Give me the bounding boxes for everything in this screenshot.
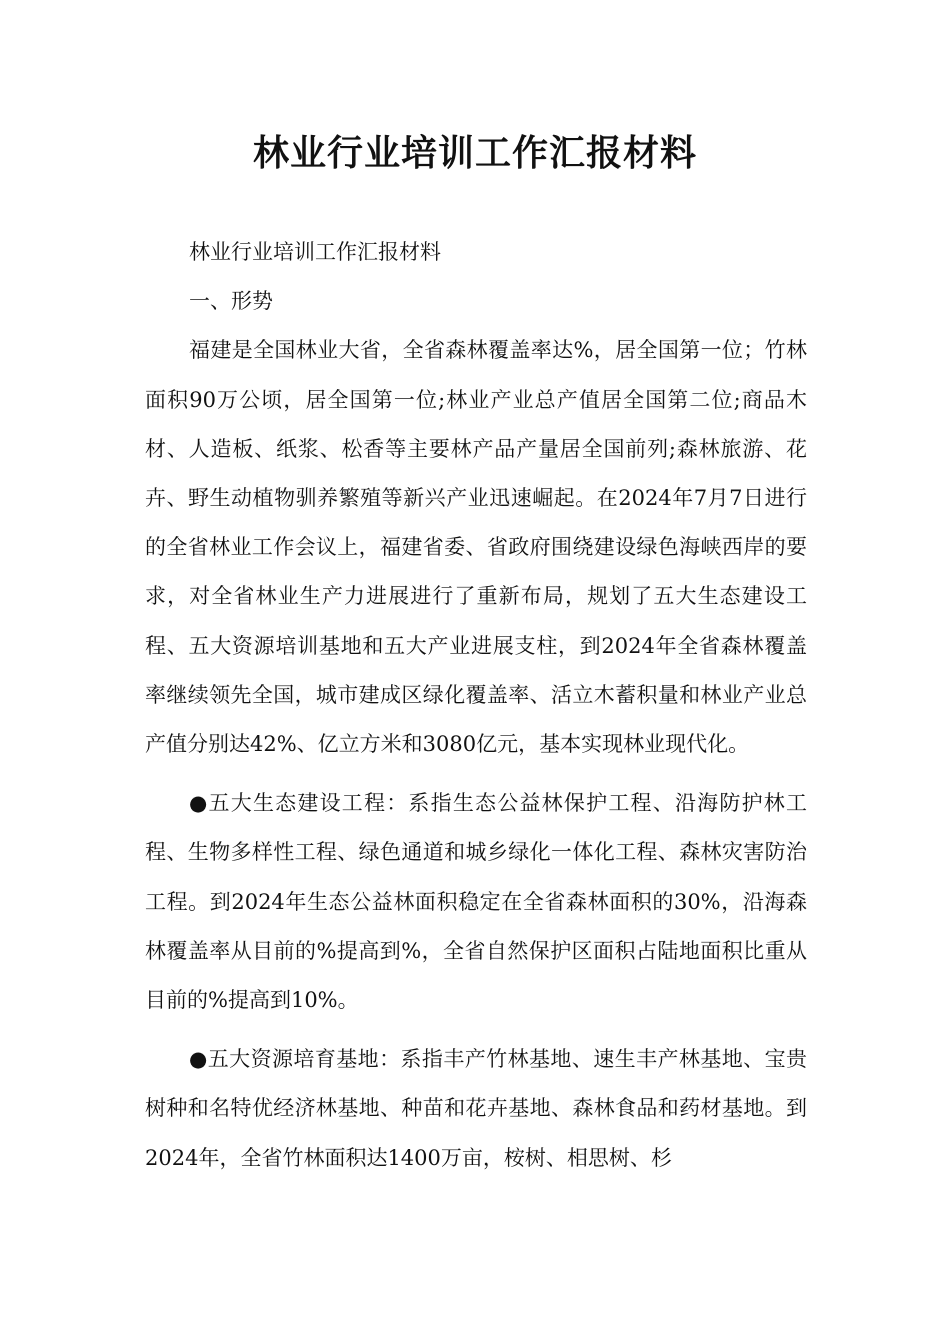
section-heading-situation: 一、形势 <box>189 289 273 314</box>
paragraph-subtitle: 林业行业培训工作汇报材料 <box>189 240 441 264</box>
document-title: 林业行业培训工作汇报材料 <box>252 133 697 174</box>
paragraph-resource-bases: ●五大资源培育基地：系指丰产竹林基地、速生丰产林基地、宝贵树种和名特优经济林基地、种苗和花卉基地、森林食品和药材基地。到2024年，全省竹林面积达1400万亩，桉树、相思树、杉 <box>145 1047 807 1170</box>
document-body <box>145 228 807 1183</box>
paragraph-overview: 福建是全国林业大省，全省森林覆盖率达%，居全国第一位；竹林面积90万公顷，居全国第一位;林业产业总产值居全国第二位;商品木材、人造板、纸浆、松香等主要林产品产量居全国前列;森林旅游、花卉、野生动植物驯养繁殖等新兴产业迅速崛起。在2024年7月7日进行的全省林业工作会议上，福建省委、省政府围绕建设绿色海峡西岸的要求，对全省林业生产力进展进行了重新布局，规划了五大生态建设工程、五大资源培训基地和五大产业进展支柱，到2024年全省森林覆盖率继续领先全国，城市建成区绿化覆盖率、活立木蓄积量和林业产业总产值分别达42%、亿立方米和3080亿元，基本实现林业现代化。 <box>145 338 807 757</box>
paragraph-ecological-projects: ●五大生态建设工程：系指生态公益林保护工程、沿海防护林工程、生物多样性工程、绿色通道和城乡绿化一体化工程、森林灾害防治工程。到2024年生态公益林面积稳定在全省森林面积的30%，沿海森林覆盖率从目前的%提高到%，全省自然保护区面积占陆地面积比重从目前的%提高到10%。 <box>145 791 807 1013</box>
